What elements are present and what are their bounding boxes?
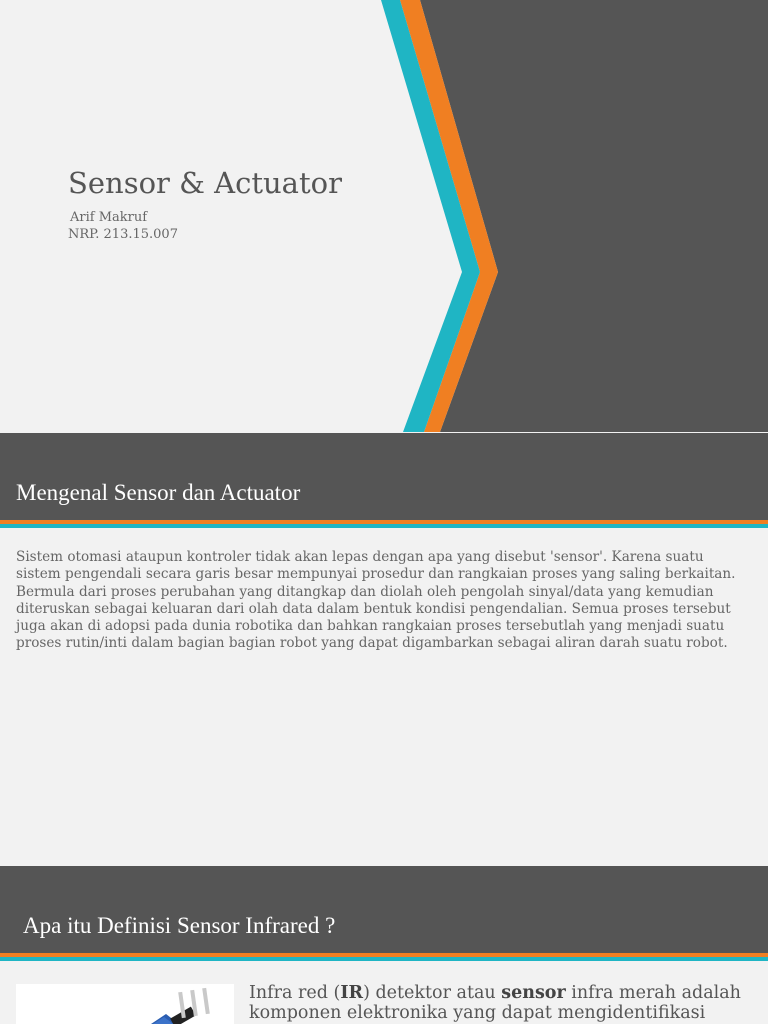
section-header [0,433,768,520]
presentation-title: Sensor & Actuator [68,166,342,200]
ir-text-part: infra merah adalah komponen elektronika yang dapat mengidentifikasi [249,983,741,1023]
ir-sensor-keyword: sensor [501,983,566,1003]
ir-abbreviation: IR [340,983,364,1003]
section-title: Apa itu Definisi Sensor Infrared ? [23,913,336,938]
ir-text-part: ) detektor atau [363,983,502,1003]
ir-sensor-module-icon [16,984,234,1024]
ir-definition-text [249,983,754,1023]
author-nrp: NRP. 213.15.007 [68,227,178,242]
section-header [0,866,768,953]
teal-stripe [0,524,768,528]
ir-text-part: Infra red ( [249,983,341,1003]
content-slide-intro [0,433,768,865]
author-name: Arif Makruf [70,210,148,225]
content-slide-infrared [0,866,768,1024]
intro-paragraph: Sistem otomasi ataupun kontroler tidak akan lepas dengan apa yang disebut 'sensor'. Karena suatu sistem pengendali secara garis besar mempunyai prosedur dan rangkaian proses yang saling berkaitan. Bermula dari proses perubahan yang ditangkap dan diolah oleh pengolah sinyal/data yang kemudian diteruskan sebagai keluaran dari olah data dalam bentuk kondisi pengendalian. Semua proses tersebut juga akan di adopsi pada dunia robotika dan bahkan rangkaian proses tersebutlah yang menjadi suatu proses rutin/inti dalam bagian bagian robot yang dapat digambarkan sebagai aliran darah suatu robot. [16,549,736,652]
section-title: Mengenal Sensor dan Actuator [16,480,301,505]
ir-sensor-image [16,984,234,1024]
teal-stripe [0,957,768,961]
title-slide [0,0,768,432]
